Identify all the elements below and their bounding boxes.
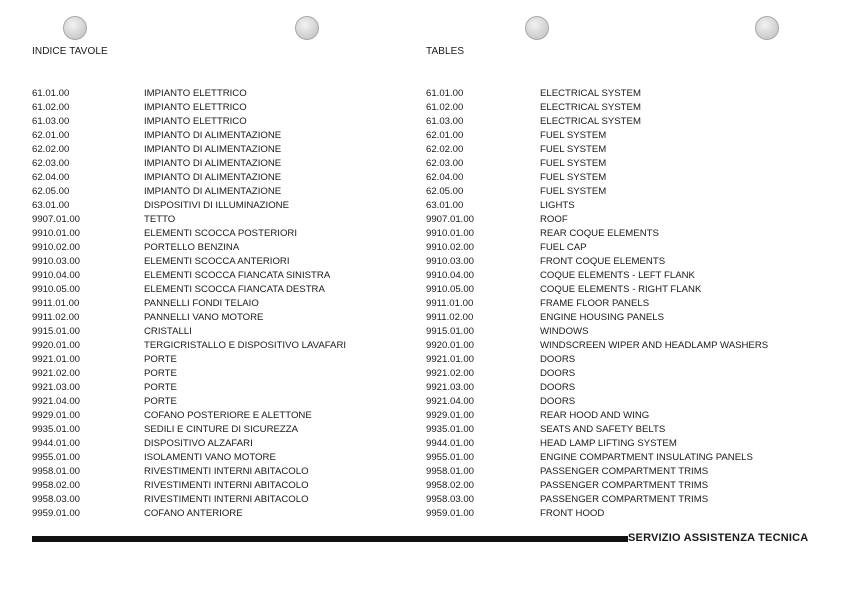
table-code: 62.05.00 [32,186,70,197]
index-row [32,423,412,437]
left-section-title: INDICE TAVOLE [32,46,108,57]
table-description: PORTE [144,382,177,393]
index-row [426,297,806,311]
table-description: REAR HOOD AND WING [540,410,650,421]
table-description: PANNELLI VANO MOTORE [144,312,264,323]
table-code: 9910.04.00 [426,270,475,281]
table-description: ELECTRICAL SYSTEM [540,116,641,127]
table-description: ELEMENTI SCOCCA POSTERIORI [144,228,297,239]
table-description: PANNELLI FONDI TELAIO [144,298,259,309]
index-row [32,325,412,339]
table-code: 9959.01.00 [32,508,81,519]
index-row [32,339,412,353]
index-row [426,423,806,437]
table-code: 9944.01.00 [32,438,81,449]
table-description: FUEL SYSTEM [540,144,607,155]
table-description: PASSENGER COMPARTMENT TRIMS [540,494,709,505]
index-row [32,367,412,381]
index-row [426,143,806,157]
table-description: FRONT HOOD [540,508,605,519]
table-description: RIVESTIMENTI INTERNI ABITACOLO [144,494,309,505]
table-code: 9958.02.00 [32,480,81,491]
footer-rule [32,536,628,542]
table-code: 9920.01.00 [32,340,81,351]
index-row [32,129,412,143]
index-row [32,199,412,213]
index-row [426,381,806,395]
table-code: 62.02.00 [32,144,70,155]
table-description: PORTE [144,368,177,379]
index-row [426,199,806,213]
table-code: 9910.03.00 [32,256,81,267]
table-code: 9915.01.00 [32,326,81,337]
index-row [32,213,412,227]
index-row [426,157,806,171]
index-row [32,395,412,409]
english-index-list [426,87,806,521]
table-code: 9921.03.00 [426,382,475,393]
table-code: 9935.01.00 [426,424,475,435]
table-description: TERGICRISTALLO E DISPOSITIVO LAVAFARI [144,340,347,351]
index-row [426,255,806,269]
table-description: ELECTRICAL SYSTEM [540,102,641,113]
footer-service-label: SERVIZIO ASSISTENZA TECNICA [628,532,809,544]
table-code: 9958.01.00 [32,466,81,477]
table-code: 63.01.00 [426,200,464,211]
table-code: 9910.05.00 [32,284,81,295]
index-row [426,353,806,367]
table-code: 9935.01.00 [32,424,81,435]
index-row [32,185,412,199]
table-description: PORTE [144,396,177,407]
index-row [426,465,806,479]
index-row [426,185,806,199]
table-code: 9910.01.00 [32,228,81,239]
table-description: IMPIANTO ELETTRICO [144,116,247,127]
table-code: 9910.02.00 [426,242,475,253]
italian-index-list [32,87,412,521]
table-code: 9958.01.00 [426,466,475,477]
table-description: IMPIANTO DI ALIMENTAZIONE [144,158,282,169]
table-code: 9911.01.00 [32,298,80,309]
table-code: 62.05.00 [426,186,464,197]
index-row [32,437,412,451]
table-description: RIVESTIMENTI INTERNI ABITACOLO [144,466,309,477]
table-description: COQUE ELEMENTS - LEFT FLANK [540,270,695,281]
table-code: 62.04.00 [426,172,464,183]
index-row [32,269,412,283]
index-row [426,409,806,423]
index-row [426,311,806,325]
index-row [32,451,412,465]
table-description: IMPIANTO DI ALIMENTAZIONE [144,172,282,183]
table-description: FUEL SYSTEM [540,130,607,141]
index-row [32,493,412,507]
index-row [32,157,412,171]
index-row [32,507,412,521]
index-row [426,339,806,353]
table-code: 9915.01.00 [426,326,475,337]
table-code: 9944.01.00 [426,438,475,449]
index-row [426,241,806,255]
table-code: 9910.04.00 [32,270,81,281]
index-row [426,227,806,241]
index-row [426,213,806,227]
binder-hole-3 [525,16,549,40]
index-row [32,241,412,255]
index-row [32,227,412,241]
index-row [32,381,412,395]
table-code: 9921.04.00 [426,396,475,407]
table-code: 9921.01.00 [426,354,475,365]
table-description: IMPIANTO ELETTRICO [144,88,247,99]
table-code: 62.01.00 [32,130,70,141]
table-description: ISOLAMENTI VANO MOTORE [144,452,276,463]
index-row [426,479,806,493]
index-row [426,493,806,507]
table-description: DOORS [540,368,576,379]
table-code: 9911.01.00 [426,298,474,309]
table-description: WINDSCREEN WIPER AND HEADLAMP WASHERS [540,340,769,351]
index-row [426,325,806,339]
table-code: 9911.02.00 [426,312,474,323]
table-description: DOORS [540,396,576,407]
table-code: 9910.03.00 [426,256,475,267]
table-description: ELEMENTI SCOCCA FIANCATA SINISTRA [144,270,331,281]
table-code: 9929.01.00 [426,410,475,421]
table-description: RIVESTIMENTI INTERNI ABITACOLO [144,480,309,491]
index-row [32,311,412,325]
table-code: 61.02.00 [426,102,464,113]
table-description: SEDILI E CINTURE DI SICUREZZA [144,424,299,435]
binder-hole-1 [63,16,87,40]
index-row [426,269,806,283]
binder-hole-2 [295,16,319,40]
index-row [426,87,806,101]
index-row [32,465,412,479]
table-description: COFANO POSTERIORE E ALETTONE [144,410,312,421]
table-description: DISPOSITIVI DI ILLUMINAZIONE [144,200,289,211]
table-code: 9921.01.00 [32,354,81,365]
table-description: FRONT COQUE ELEMENTS [540,256,666,267]
table-description: FUEL SYSTEM [540,172,607,183]
table-code: 9907.01.00 [32,214,81,225]
index-row [32,87,412,101]
table-code: 61.02.00 [32,102,70,113]
index-row [32,101,412,115]
index-row [32,115,412,129]
table-code: 9921.03.00 [32,382,81,393]
table-description: FUEL CAP [540,242,587,253]
table-description: COQUE ELEMENTS - RIGHT FLANK [540,284,702,295]
table-description: PORTELLO BENZINA [144,242,240,253]
table-code: 62.03.00 [426,158,464,169]
table-description: TETTO [144,214,176,225]
table-description: HEAD LAMP LIFTING SYSTEM [540,438,677,449]
index-row [426,283,806,297]
index-row [426,451,806,465]
table-description: COFANO ANTERIORE [144,508,243,519]
table-code: 9959.01.00 [426,508,475,519]
index-row [32,297,412,311]
table-code: 61.01.00 [32,88,70,99]
table-code: 9955.01.00 [32,452,81,463]
table-description: WINDOWS [540,326,589,337]
table-code: 9910.02.00 [32,242,81,253]
index-row [426,367,806,381]
table-code: 9958.03.00 [32,494,81,505]
index-row [32,409,412,423]
table-description: DOORS [540,354,576,365]
index-row [426,129,806,143]
table-code: 9929.01.00 [32,410,81,421]
table-description: FUEL SYSTEM [540,186,607,197]
table-code: 9910.01.00 [426,228,475,239]
table-description: PORTE [144,354,177,365]
table-code: 9955.01.00 [426,452,475,463]
table-code: 61.01.00 [426,88,464,99]
index-row [426,395,806,409]
table-code: 62.02.00 [426,144,464,155]
table-description: ENGINE COMPARTMENT INSULATING PANELS [540,452,753,463]
table-description: DOORS [540,382,576,393]
table-description: ELEMENTI SCOCCA FIANCATA DESTRA [144,284,325,295]
table-description: ELECTRICAL SYSTEM [540,88,641,99]
index-row [426,437,806,451]
right-section-title: TABLES [426,46,465,57]
index-row [32,479,412,493]
index-row [32,283,412,297]
table-code: 9907.01.00 [426,214,475,225]
table-description: SEATS AND SAFETY BELTS [540,424,666,435]
table-code: 9921.04.00 [32,396,81,407]
index-row [32,353,412,367]
table-code: 9921.02.00 [32,368,81,379]
table-code: 9958.02.00 [426,480,475,491]
binder-hole-4 [755,16,779,40]
table-description: REAR COQUE ELEMENTS [540,228,659,239]
table-description: FRAME FLOOR PANELS [540,298,650,309]
table-code: 61.03.00 [426,116,464,127]
table-code: 62.03.00 [32,158,70,169]
index-row [426,171,806,185]
table-code: 62.04.00 [32,172,70,183]
index-row [426,115,806,129]
table-code: 9958.03.00 [426,494,475,505]
index-row [32,171,412,185]
table-code: 63.01.00 [32,200,70,211]
table-code: 62.01.00 [426,130,464,141]
table-code: 61.03.00 [32,116,70,127]
table-code: 9921.02.00 [426,368,475,379]
index-row [426,507,806,521]
table-description: CRISTALLI [144,326,192,337]
table-description: LIGHTS [540,200,575,211]
table-code: 9910.05.00 [426,284,475,295]
table-description: PASSENGER COMPARTMENT TRIMS [540,480,709,491]
table-description: ROOF [540,214,568,225]
table-code: 9911.02.00 [32,312,80,323]
table-description: ELEMENTI SCOCCA ANTERIORI [144,256,290,267]
table-description: ENGINE HOUSING PANELS [540,312,665,323]
table-description: PASSENGER COMPARTMENT TRIMS [540,466,709,477]
table-description: DISPOSITIVO ALZAFARI [144,438,253,449]
table-code: 9920.01.00 [426,340,475,351]
table-description: IMPIANTO DI ALIMENTAZIONE [144,144,282,155]
table-description: IMPIANTO ELETTRICO [144,102,247,113]
table-description: FUEL SYSTEM [540,158,607,169]
index-row [32,255,412,269]
table-description: IMPIANTO DI ALIMENTAZIONE [144,186,282,197]
table-description: IMPIANTO DI ALIMENTAZIONE [144,130,282,141]
index-row [426,101,806,115]
index-row [32,143,412,157]
